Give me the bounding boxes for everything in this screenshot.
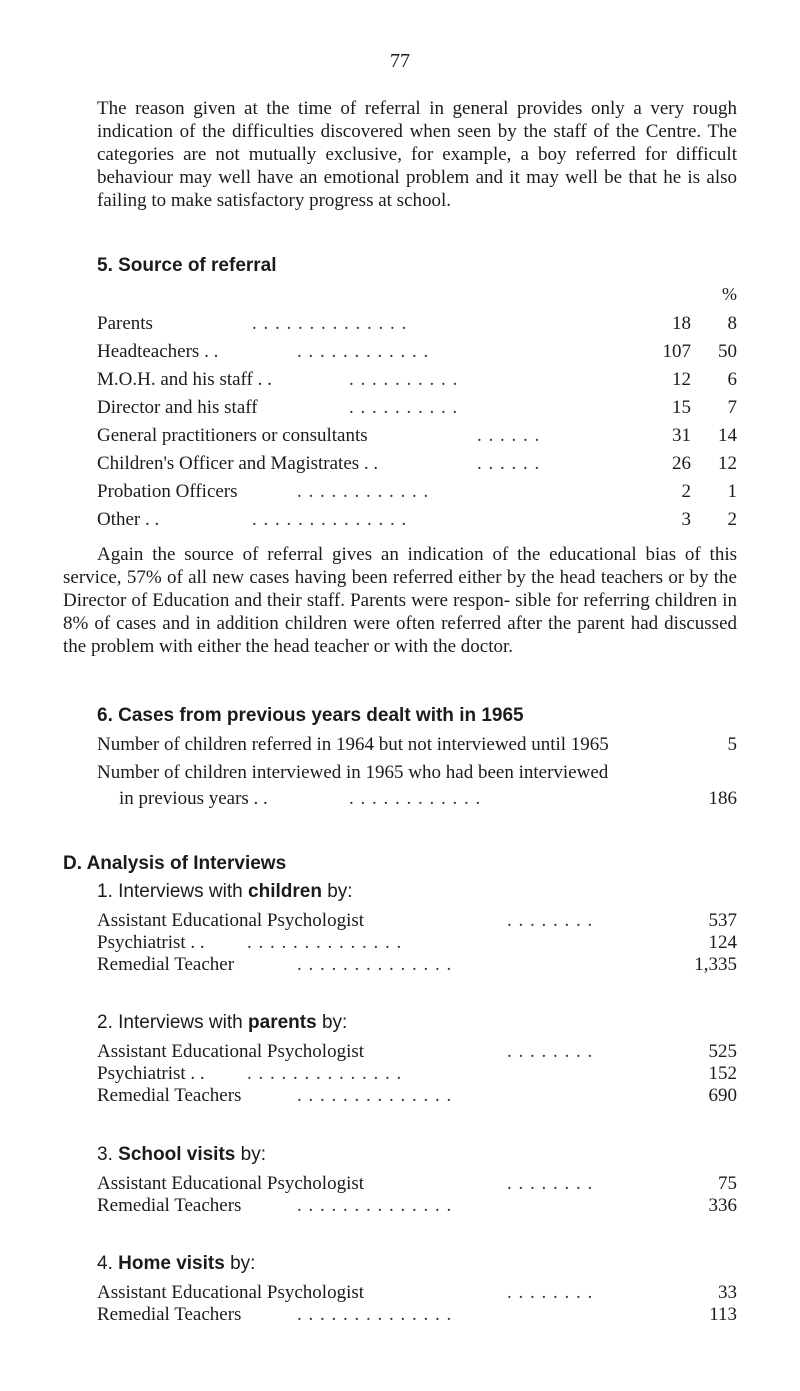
row-value: 1,335 (694, 954, 737, 975)
percent-value: 1 (727, 481, 737, 502)
percent-value: 8 (727, 313, 737, 334)
leader-dots: . . . . . . . . . . (349, 369, 459, 390)
leader-dots: . . . . . . (477, 425, 541, 446)
section-d-title: D. Analysis of Interviews (63, 853, 287, 874)
leader-dots: . . . . . . . . . . . . . . (247, 932, 403, 953)
percent-value: 50 (718, 341, 737, 362)
count-value: 15 (672, 397, 691, 418)
section-6-title: 6. Cases from previous years dealt with in 1965 (97, 705, 524, 726)
section-6-line-1 (97, 733, 737, 756)
section-6-line-2a (97, 761, 737, 784)
count-value: 26 (672, 453, 691, 474)
table-row (97, 1194, 737, 1217)
leader-dots: . . . . . . . . (507, 1282, 594, 1303)
source-label: Children's Officer and Magistrates . . (97, 453, 379, 474)
group-1-heading: 1. Interviews with children by: (97, 881, 353, 902)
count-value: 18 (672, 313, 691, 334)
section-5-title: 5. Source of referral (97, 255, 277, 276)
leader-dots: . . . . . . . . . . . . . . (252, 509, 408, 530)
source-label: M.O.H. and his staff . . (97, 369, 272, 390)
source-label: Parents (97, 313, 153, 334)
table-row (97, 1172, 737, 1195)
row-value: 690 (708, 1085, 737, 1106)
leader-dots: . . . . . . (477, 453, 541, 474)
row-label: Psychiatrist . . (97, 1063, 205, 1084)
group-2-heading: 2. Interviews with parents by: (97, 1012, 348, 1033)
percent-value: 6 (727, 369, 737, 390)
row-label: Psychiatrist . . (97, 932, 205, 953)
table-row (97, 953, 737, 976)
count-value: 107 (662, 341, 691, 362)
percent-value: 7 (727, 397, 737, 418)
source-label: Headteachers . . (97, 341, 219, 362)
percent-value: 2 (727, 509, 737, 530)
percent-value: 12 (718, 453, 737, 474)
table-row (97, 1281, 737, 1304)
leader-dots: . . . . . . . . . . . . . . (297, 1195, 453, 1216)
row-value: 525 (708, 1041, 737, 1062)
row-label: Remedial Teacher (97, 954, 235, 975)
percent-header: % (722, 284, 737, 304)
line-label: Number of children interviewed in 1965 who had been interviewed (97, 762, 609, 783)
leader-dots: . . . . . . . . (507, 1041, 594, 1062)
table-row (97, 1303, 737, 1326)
count-value: 31 (672, 425, 691, 446)
table-row (97, 931, 737, 954)
row-label: Assistant Educational Psychologist (97, 910, 365, 931)
source-label: Director and his staff (97, 397, 258, 418)
line-value: 186 (708, 788, 737, 809)
leader-dots: . . . . . . . . (507, 910, 594, 931)
count-value: 12 (672, 369, 691, 390)
source-label: Other . . (97, 509, 160, 530)
table-row (97, 312, 737, 335)
table-row (97, 368, 737, 391)
count-value: 2 (681, 481, 691, 502)
row-label: Remedial Teachers (97, 1304, 242, 1325)
row-value: 113 (709, 1304, 737, 1325)
row-label: Assistant Educational Psychologist (97, 1282, 365, 1303)
row-value: 75 (718, 1173, 737, 1194)
source-label: Probation Officers (97, 481, 238, 502)
leader-dots: . . . . . . . . . . . . . . (297, 1085, 453, 1106)
bias-paragraph: Again the source of referral gives an indication of the educational bias of this service, 57% of all new cases having been referred either by the head teachers or by the Director of Education and their staff. Parents were respon- sible for referring children in 8% of cases and in addition children were often referred after the parent had discussed the problem with either the head teacher or with the doctor. (63, 544, 737, 657)
leader-dots: . . . . . . . . . . . . . . (247, 1063, 403, 1084)
table-row (97, 1062, 737, 1085)
row-value: 152 (708, 1063, 737, 1084)
table-row (97, 508, 737, 531)
table-row (97, 340, 737, 363)
group-3-heading: 3. School visits by: (97, 1144, 266, 1165)
line-label: Number of children referred in 1964 but not interviewed until 1965 (97, 734, 609, 755)
row-label: Remedial Teachers (97, 1085, 242, 1106)
leader-dots: . . . . . . . . (507, 1173, 594, 1194)
leader-dots: . . . . . . . . . . . . . . (297, 1304, 453, 1325)
row-value: 537 (708, 910, 737, 931)
percent-value: 14 (718, 425, 737, 446)
group-4-heading: 4. Home visits by: (97, 1253, 256, 1274)
table-row (97, 480, 737, 503)
leader-dots: . . . . . . . . . . . . (297, 341, 430, 362)
section-6-line-2b (97, 787, 737, 810)
table-row (97, 1040, 737, 1063)
leader-dots: . . . . . . . . . . . . (349, 788, 482, 809)
table-row (97, 396, 737, 419)
line-label: in previous years . . (119, 788, 268, 809)
page-number: 77 (390, 50, 410, 72)
line-value: 5 (727, 734, 737, 755)
source-label: General practitioners or consultants (97, 425, 368, 446)
leader-dots: . . . . . . . . . . (349, 397, 459, 418)
row-value: 124 (708, 932, 737, 953)
table-row (97, 452, 737, 475)
count-value: 3 (681, 509, 691, 530)
row-label: Assistant Educational Psychologist (97, 1173, 365, 1194)
row-value: 336 (708, 1195, 737, 1216)
table-row (97, 424, 737, 447)
row-label: Assistant Educational Psychologist (97, 1041, 365, 1062)
table-row (97, 909, 737, 932)
intro-paragraph: The reason given at the time of referral in general provides only a very rough indication of the difficulties discovered when seen by the staff of the Centre. The categories are not mutually exclusive, for example, a boy referred for difficult behaviour may well have an emotional problem and it may well be that he is also failing to make satisfactory progress at school. (97, 98, 737, 211)
leader-dots: . . . . . . . . . . . . . . (252, 313, 408, 334)
table-row (97, 1084, 737, 1107)
leader-dots: . . . . . . . . . . . . . . (297, 954, 453, 975)
row-label: Remedial Teachers (97, 1195, 242, 1216)
leader-dots: . . . . . . . . . . . . (297, 481, 430, 502)
row-value: 33 (718, 1282, 737, 1303)
